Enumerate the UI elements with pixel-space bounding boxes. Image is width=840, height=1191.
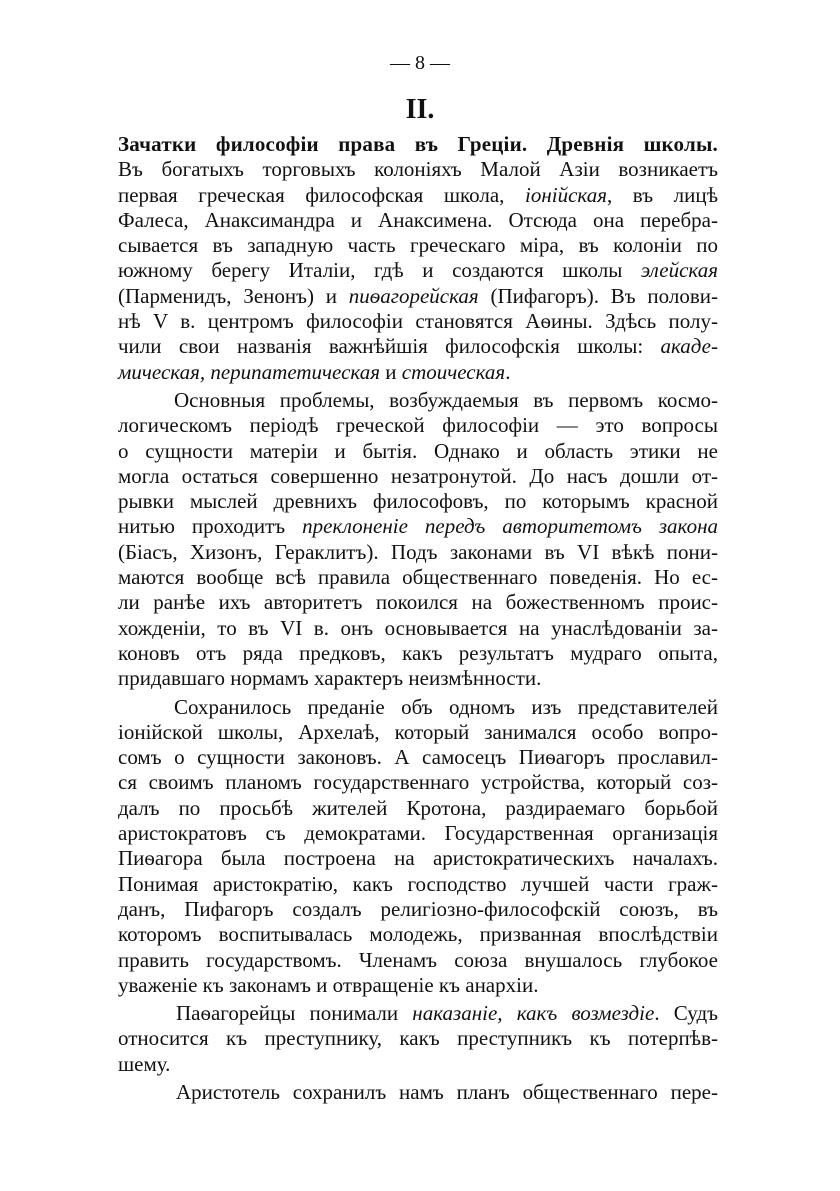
text-line: нѣ V в. центромъ философіи становятся Аѳины. Здѣсь полу- xyxy=(118,309,718,334)
text-line: хожденіи, то въ VI в. онъ основывается на унаслѣдованіи за- xyxy=(118,615,718,640)
text-line: о сущности матеріи и бытія. Однако и область этики не xyxy=(118,438,718,463)
paragraph-3 xyxy=(118,695,718,999)
emphasis: преклоненіе передъ авторитетомъ закона xyxy=(302,514,718,539)
paragraph-5 xyxy=(118,1080,718,1105)
text-line: сомъ о сущности законовъ. А самосецъ Пиѳагоръ прославил- xyxy=(118,745,718,770)
text-line: Фалеса, Анаксимандра и Анаксимена. Отсюда она перебра- xyxy=(118,207,718,232)
text-line: Понимая аристократію, какъ господство лучшей части граж- xyxy=(118,871,718,896)
paragraph-2 xyxy=(118,388,718,692)
emphasis: наказаніе, какъ возмездіе xyxy=(412,1001,655,1026)
page-number: — 8 — xyxy=(390,52,450,74)
text-line: логическомъ періодѣ греческой философіи — это вопросы xyxy=(118,413,718,438)
text-line: далъ по просьбѣ жителей Кротона, раздираемаго борьбой xyxy=(118,795,718,820)
text-line: Основныя проблемы, возбуждаемыя въ первомъ космо- xyxy=(174,387,718,412)
text-line: чили свои названія важнѣйшія философскія школы: акаде- xyxy=(118,334,718,359)
paragraph-1 xyxy=(118,157,718,385)
emphasis: пиѳагорейская xyxy=(348,283,479,308)
text-line: шему. xyxy=(118,1051,171,1076)
emphasis: элейская xyxy=(640,258,718,283)
text-line: которомъ воспитывалась молодежь, призванная впослѣдствіи xyxy=(118,922,718,947)
page-body xyxy=(118,132,718,1105)
text-line: сывается въ западную часть греческаго міра, въ колоніи по xyxy=(118,233,718,258)
text-line: южному берегу Италіи, гдѣ и создаются школы элейская xyxy=(118,258,718,283)
text-line: Пиѳагора была построена на аристократическихъ началахъ. xyxy=(118,846,718,871)
text-line: Сохранилось преданіе объ одномъ изъ представителей xyxy=(174,694,718,719)
text-line: мическая, перипатетическая и стоическая. xyxy=(118,359,511,384)
paragraph-4 xyxy=(118,1001,718,1077)
text-line: Аристотель сохранилъ намъ планъ общественнаго пере- xyxy=(176,1079,718,1104)
text-line: коновъ отъ ряда предковъ, какъ результатъ мудраго опыта, xyxy=(118,640,718,665)
text-line: іонійской школы, Архелаѣ, который занимался особо вопро- xyxy=(118,719,718,744)
emphasis: акаде- xyxy=(660,334,718,359)
emphasis: стоическая xyxy=(401,359,506,384)
text-line: маются вообще всѣ правила общественнаго поведенія. Но ес- xyxy=(118,565,718,590)
text-line: нитью проходитъ преклоненіе передъ авторитетомъ закона xyxy=(118,514,718,539)
chapter-number: II. xyxy=(405,94,435,125)
text-line: данъ, Пифагоръ создалъ религіозно-философскій союзъ, въ xyxy=(118,896,718,921)
section-heading: Зачатки философіи права въ Греціи. Древнія школы. xyxy=(118,132,718,156)
text-line: (Біасъ, Хизонъ, Гераклитъ). Подъ законами въ VI вѣкѣ пони- xyxy=(118,539,718,564)
text-line: относится къ преступнику, какъ преступникъ къ потерпѣв- xyxy=(118,1026,718,1051)
text-line: рывки мыслей древнихъ философовъ, по которымъ красной xyxy=(118,489,718,514)
text-line: Въ богатыхъ торговыхъ колоніяхъ Малой Азіи возникаетъ xyxy=(118,157,718,182)
text-line: Паѳагорейцы понимали наказаніе, какъ возмездіе. Судъ xyxy=(176,1001,718,1026)
text-line: править государствомъ. Членамъ союза внушалось глубокое xyxy=(118,947,718,972)
text-line: уваженіе къ законамъ и отвращеніе къ анархіи. xyxy=(118,972,539,997)
emphasis: іонійская xyxy=(525,182,607,207)
emphasis: мическая, перипатетическая xyxy=(118,359,380,384)
text-line: первая греческая философская школа, іонійская, въ лицѣ xyxy=(118,182,718,207)
text-line: могла остаться совершенно незатронутой. До насъ дошли от- xyxy=(118,463,718,488)
text-line: (Парменидъ, Зенонъ) и пиѳагорейская (Пифагоръ). Въ полови- xyxy=(118,283,718,308)
text-line: придавшаго нормамъ характеръ неизмѣнности. xyxy=(118,666,542,691)
text-line: ли ранѣе ихъ авторитетъ покоился на божественномъ проис- xyxy=(118,590,718,615)
text-line: ся своимъ планомъ государственнаго устройства, который соз- xyxy=(118,770,718,795)
text-line: аристократовъ съ демократами. Государственная организація xyxy=(118,821,718,846)
